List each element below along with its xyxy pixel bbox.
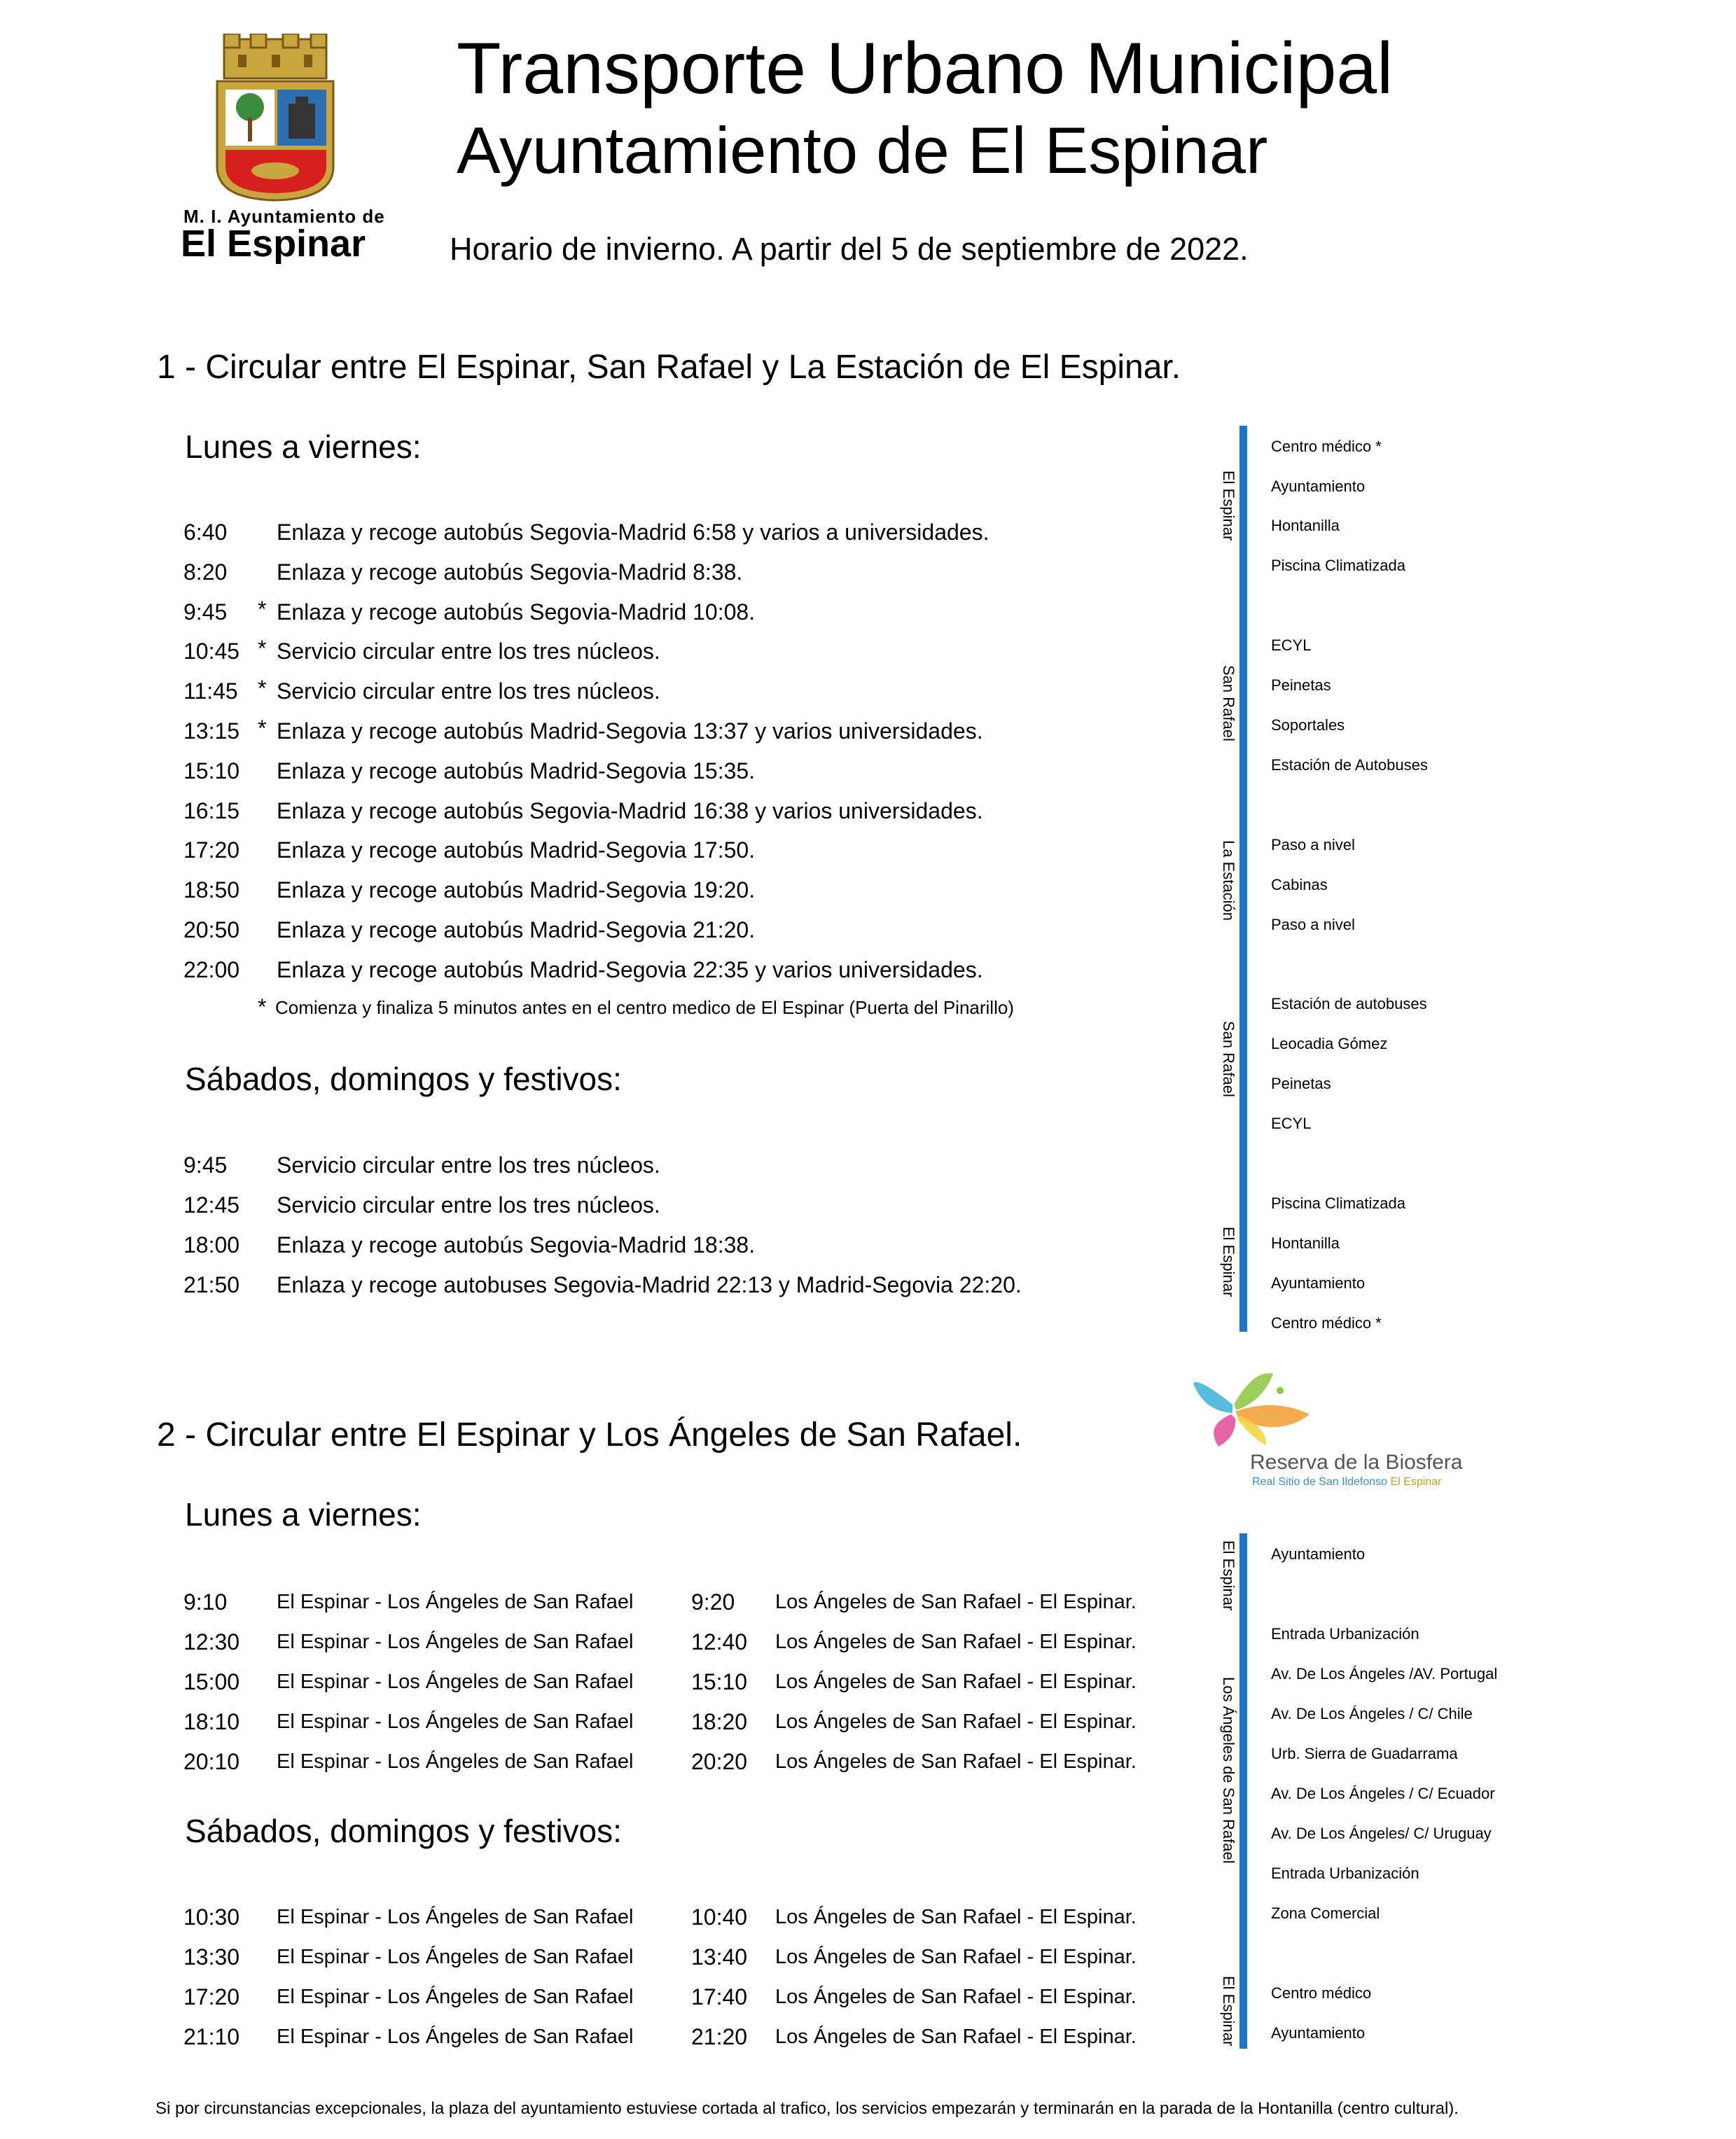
biosphere-town: El Espinar bbox=[1390, 1476, 1442, 1488]
departure-time: 11:45 bbox=[183, 678, 238, 704]
section2-weekend-label: Sábados, domingos y festivos: bbox=[185, 1813, 622, 1849]
route-zone-label: El Espinar bbox=[1220, 1540, 1237, 1611]
outbound-time: 10:30 bbox=[183, 1904, 240, 1930]
route-stop: Ayuntamiento bbox=[1271, 1545, 1366, 1563]
section2-title: 2 - Circular entre El Espinar y Los Ángeles de San Rafael. bbox=[157, 1416, 1022, 1454]
departure-time: 20:50 bbox=[183, 917, 240, 942]
route-zone-label: El Espinar bbox=[1220, 471, 1237, 541]
return-time: 17:40 bbox=[691, 1984, 748, 2009]
return-route: Los Ángeles de San Rafael - El Espinar. bbox=[775, 1946, 1137, 1968]
coat-of-arms-logo bbox=[210, 34, 340, 202]
route-stop: Leocadia Gómez bbox=[1271, 1035, 1388, 1052]
asterisk-mark: * bbox=[258, 716, 267, 741]
service-description: Enlaza y recoge autobús Madrid-Segovia 17:50. bbox=[277, 837, 756, 863]
return-time: 21:20 bbox=[691, 2024, 748, 2049]
route1-line bbox=[1239, 426, 1247, 1332]
route-zone-label: El Espinar bbox=[1220, 1976, 1237, 2047]
route-stop: Av. De Los Ángeles /AV. Portugal bbox=[1271, 1665, 1498, 1682]
section1-weekday-label: Lunes a viernes: bbox=[185, 429, 422, 465]
route-stop: Centro médico * bbox=[1271, 1314, 1382, 1332]
return-route: Los Ángeles de San Rafael - El Espinar. bbox=[775, 1986, 1137, 2008]
outbound-route: El Espinar - Los Ángeles de San Rafael bbox=[277, 2026, 634, 2048]
return-route: Los Ángeles de San Rafael - El Espinar. bbox=[775, 2026, 1137, 2048]
return-route: Los Ángeles de San Rafael - El Espinar. bbox=[775, 1671, 1137, 1693]
route-stop: Piscina Climatizada bbox=[1271, 557, 1405, 574]
route-stop: Hontanilla bbox=[1271, 517, 1340, 534]
service-description: Servicio circular entre los tres núcleos. bbox=[277, 1192, 660, 1218]
departure-time: 13:15 bbox=[183, 718, 240, 744]
route-stop: Centro médico * bbox=[1271, 438, 1382, 455]
asterisk-mark: * bbox=[258, 676, 267, 702]
return-route: Los Ángeles de San Rafael - El Espinar. bbox=[775, 1710, 1137, 1733]
route-stop: Ayuntamiento bbox=[1271, 1274, 1366, 1292]
biosphere-reserve-logo bbox=[1190, 1370, 1331, 1448]
page-title: Transporte Urbano Municipal bbox=[457, 28, 1394, 109]
route-stop: Hontanilla bbox=[1271, 1234, 1340, 1252]
return-route: Los Ángeles de San Rafael - El Espinar. bbox=[775, 1906, 1137, 1928]
outbound-time: 18:10 bbox=[183, 1709, 240, 1734]
route-stop: Cabinas bbox=[1271, 876, 1328, 893]
section1-title: 1 - Circular entre El Espinar, San Rafael y La Estación de El Espinar. bbox=[157, 349, 1181, 386]
biosphere-subtitle bbox=[1252, 1476, 1441, 1489]
route-stop: Entrada Urbanización bbox=[1271, 1865, 1419, 1882]
route-stop: Av. De Los Ángeles / C/ Ecuador bbox=[1271, 1785, 1495, 1802]
section2-weekday-label: Lunes a viernes: bbox=[185, 1496, 422, 1533]
return-route: Los Ángeles de San Rafael - El Espinar. bbox=[775, 1750, 1137, 1773]
departure-time: 18:00 bbox=[183, 1232, 240, 1257]
route-zone-label: La Estación bbox=[1220, 840, 1237, 921]
outbound-route: El Espinar - Los Ángeles de San Rafael bbox=[277, 1671, 634, 1693]
service-description: Enlaza y recoge autobús Madrid-Segovia 19:20. bbox=[277, 877, 756, 903]
page-subtitle-organization: Ayuntamiento de El Espinar bbox=[457, 113, 1268, 187]
return-time: 9:20 bbox=[691, 1589, 735, 1615]
return-route: Los Ángeles de San Rafael - El Espinar. bbox=[775, 1591, 1137, 1613]
service-description: Enlaza y recoge autobús Madrid-Segovia 15:35. bbox=[277, 758, 756, 783]
route-stop: Centro médico bbox=[1271, 1984, 1372, 2002]
route-stop: Piscina Climatizada bbox=[1271, 1194, 1405, 1212]
route-zone-label: San Rafael bbox=[1220, 1021, 1237, 1097]
route-stop: ECYL bbox=[1271, 636, 1312, 654]
outbound-route: El Espinar - Los Ángeles de San Rafael bbox=[277, 1710, 634, 1733]
route-stop: Av. De Los Ángeles / C/ Chile bbox=[1271, 1705, 1473, 1722]
outbound-time: 17:20 bbox=[183, 1984, 240, 2009]
note-asterisk: * bbox=[258, 994, 267, 1019]
service-description: Enlaza y recoge autobús Segovia-Madrid 8:38. bbox=[277, 559, 743, 585]
logo-name: El Espinar bbox=[181, 223, 366, 265]
outbound-route: El Espinar - Los Ángeles de San Rafael bbox=[277, 1591, 634, 1613]
footer-note: Si por circunstancias excepcionales, la plaza del ayuntamiento estuviese cortada al trafico, los servicios empezarán y terminarán en la parada de la Hontanilla (centro cultural). bbox=[155, 2099, 1459, 2118]
asterisk-mark: * bbox=[258, 596, 267, 622]
outbound-time: 9:10 bbox=[183, 1589, 228, 1615]
departure-time: 21:50 bbox=[183, 1272, 240, 1297]
departure-time: 18:50 bbox=[183, 877, 240, 903]
route-stop: Estación de autobuses bbox=[1271, 995, 1427, 1012]
departure-time: 10:45 bbox=[183, 639, 240, 664]
outbound-time: 20:10 bbox=[183, 1749, 240, 1774]
service-description: Enlaza y recoge autobús Segovia-Madrid 18:38. bbox=[277, 1232, 756, 1257]
service-description: Enlaza y recoge autobús Madrid-Segovia 21:20. bbox=[277, 917, 756, 942]
outbound-time: 21:10 bbox=[183, 2024, 240, 2049]
outbound-route: El Espinar - Los Ángeles de San Rafael bbox=[277, 1946, 634, 1968]
route-stop: Entrada Urbanización bbox=[1271, 1625, 1419, 1643]
route-stop: Paso a nivel bbox=[1271, 836, 1355, 853]
biosphere-site: Real Sitio de San Ildefonso bbox=[1252, 1476, 1388, 1488]
biosphere-title: Reserva de la Biosfera bbox=[1250, 1451, 1463, 1474]
outbound-time: 15:00 bbox=[183, 1669, 240, 1694]
departure-time: 9:45 bbox=[183, 599, 228, 625]
route-stop: Paso a nivel bbox=[1271, 916, 1355, 933]
outbound-route: El Espinar - Los Ángeles de San Rafael bbox=[277, 1986, 634, 2008]
return-time: 10:40 bbox=[691, 1904, 748, 1930]
service-description: Servicio circular entre los tres núcleos. bbox=[277, 1152, 660, 1178]
route-stop: Av. De Los Ángeles/ C/ Uruguay bbox=[1271, 1825, 1492, 1842]
outbound-time: 13:30 bbox=[183, 1944, 240, 1970]
service-description: Enlaza y recoge autobús Segovia-Madrid 16:38 y varios universidades. bbox=[277, 797, 983, 823]
route-stop: ECYL bbox=[1271, 1115, 1312, 1132]
departure-time: 15:10 bbox=[183, 758, 240, 783]
return-time: 20:20 bbox=[691, 1749, 748, 1774]
route-stop: Peinetas bbox=[1271, 1075, 1331, 1092]
departure-time: 8:20 bbox=[183, 559, 228, 585]
service-description: Servicio circular entre los tres núcleos. bbox=[277, 639, 660, 664]
route-stop: Soportales bbox=[1271, 716, 1345, 734]
outbound-route: El Espinar - Los Ángeles de San Rafael bbox=[277, 1906, 634, 1928]
schedule-validity: Horario de invierno. A partir del 5 de septiembre de 2022. bbox=[450, 231, 1249, 267]
route2-line bbox=[1239, 1533, 1247, 2049]
service-description: Enlaza y recoge autobús Madrid-Segovia 13:37 y varios universidades. bbox=[277, 718, 983, 744]
route-stop: Urb. Sierra de Guadarrama bbox=[1271, 1745, 1458, 1762]
return-time: 12:40 bbox=[691, 1629, 748, 1654]
route-stop: Zona Comercial bbox=[1271, 1904, 1380, 1922]
outbound-time: 12:30 bbox=[183, 1629, 240, 1654]
section1-note: Comienza y finaliza 5 minutos antes en el centro medico de El Espinar (Puerta del Pinarillo) bbox=[275, 997, 1014, 1018]
section1-weekend-label: Sábados, domingos y festivos: bbox=[185, 1061, 622, 1097]
asterisk-mark: * bbox=[258, 636, 267, 662]
logo-caption: M. I. Ayuntamiento de bbox=[183, 206, 385, 227]
route-zone-label: Los Ángeles de San Rafael bbox=[1220, 1677, 1237, 1864]
departure-time: 16:15 bbox=[183, 797, 240, 823]
route-stop: Estación de Autobuses bbox=[1271, 756, 1428, 774]
service-description: Enlaza y recoge autobús Segovia-Madrid 6:58 y varios a universidades. bbox=[277, 520, 989, 545]
departure-time: 6:40 bbox=[183, 520, 228, 545]
outbound-route: El Espinar - Los Ángeles de San Rafael bbox=[277, 1750, 634, 1773]
route-stop: Ayuntamiento bbox=[1271, 2024, 1366, 2042]
service-description: Enlaza y recoge autobuses Segovia-Madrid 22:13 y Madrid-Segovia 22:20. bbox=[277, 1272, 1022, 1297]
departure-time: 9:45 bbox=[183, 1152, 228, 1178]
return-time: 15:10 bbox=[691, 1669, 748, 1694]
outbound-route: El Espinar - Los Ángeles de San Rafael bbox=[277, 1631, 634, 1653]
route-zone-label: El Espinar bbox=[1220, 1227, 1237, 1297]
departure-time: 22:00 bbox=[183, 956, 240, 982]
route-stop: Ayuntamiento bbox=[1271, 478, 1366, 495]
service-description: Enlaza y recoge autobús Madrid-Segovia 22:35 y varios universidades. bbox=[277, 956, 983, 982]
return-time: 13:40 bbox=[691, 1944, 748, 1970]
return-route: Los Ángeles de San Rafael - El Espinar. bbox=[775, 1631, 1137, 1653]
service-description: Servicio circular entre los tres núcleos. bbox=[277, 678, 660, 704]
route-stop: Peinetas bbox=[1271, 676, 1331, 694]
return-time: 18:20 bbox=[691, 1709, 748, 1734]
service-description: Enlaza y recoge autobús Segovia-Madrid 10:08. bbox=[277, 599, 756, 625]
departure-time: 17:20 bbox=[183, 837, 240, 863]
route-zone-label: San Rafael bbox=[1220, 665, 1237, 741]
departure-time: 12:45 bbox=[183, 1192, 240, 1218]
